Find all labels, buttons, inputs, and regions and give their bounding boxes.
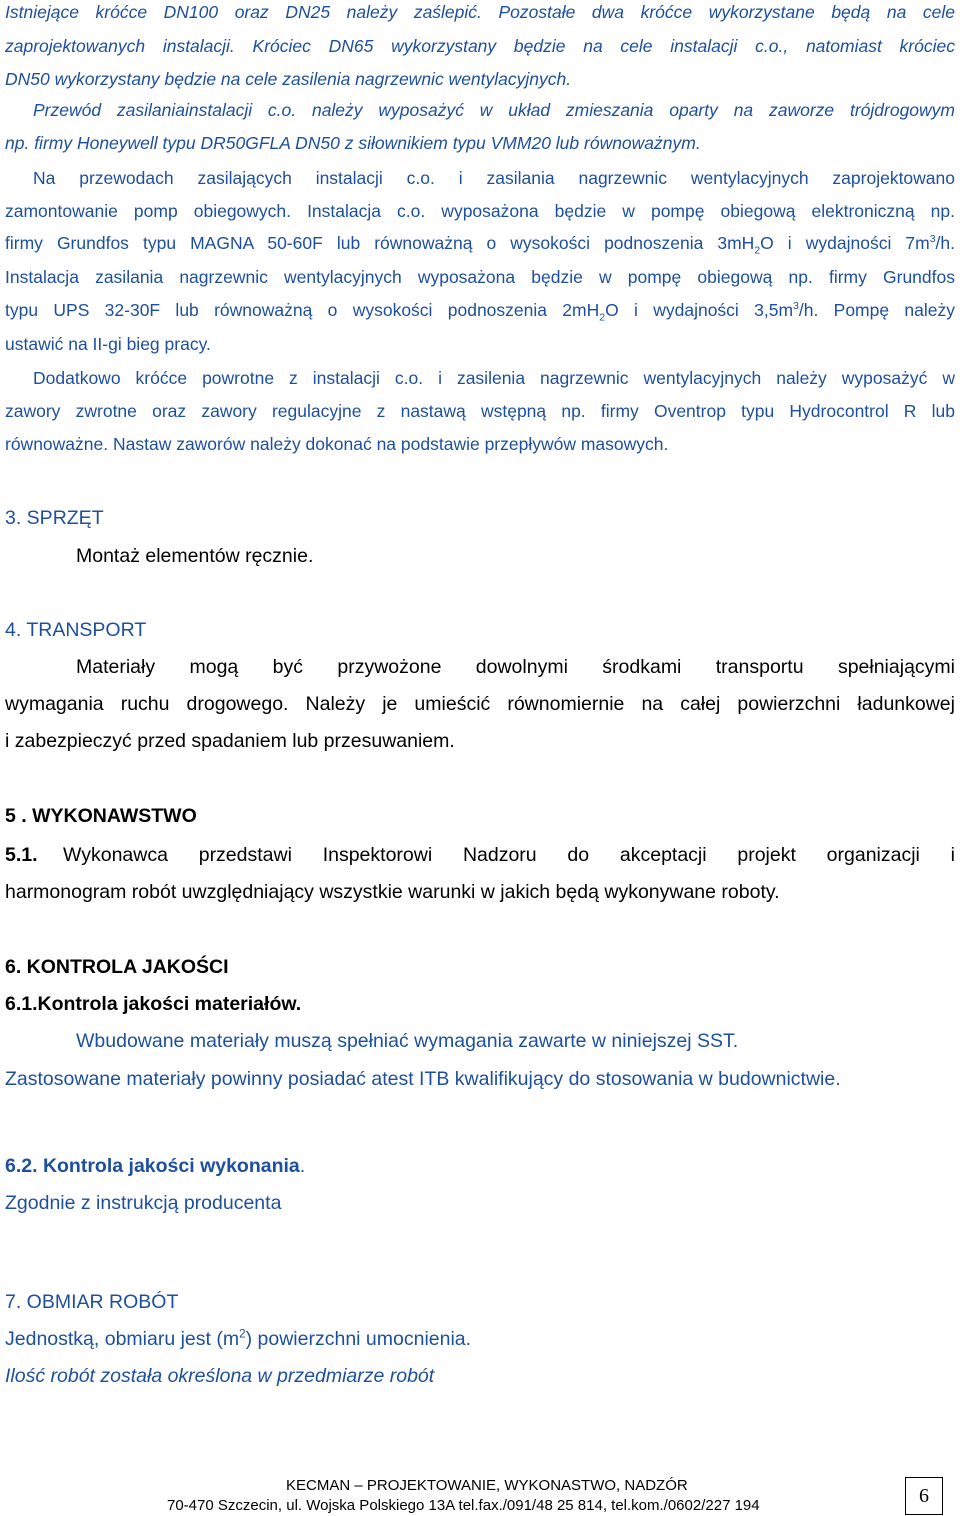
paragraph-3-line-3	[5, 231, 955, 255]
section-4-line-1: Materiały mogą być przywożone dowolnymi środkami transportu spełniającymi	[76, 656, 955, 678]
paragraph-3-line-4: Instalacja zasilania nagrzewnic wentylacyjnych wyposażona będzie w pompę obiegową np. firmy Grundfos	[5, 267, 955, 287]
section-6-2-title: 6.2. Kontrola jakości wykonania	[5, 1155, 300, 1177]
section-6-2-line-1: Zgodnie z instrukcją producenta	[5, 1192, 282, 1214]
p3-l3-a: firmy Grundfos typu MAGNA 50-60F lub równoważną o wysokości podnoszenia 3mH	[5, 233, 755, 253]
section-4-heading: 4. TRANSPORT	[5, 619, 147, 641]
footer-address: 70-470 Szczecin, ul. Wojska Polskiego 13A tel.fax./091/48 25 814, tel.kom./0602/227 194	[167, 1497, 760, 1514]
paragraph-1-line-1: Istniejące króćce DN100 oraz DN25 należy zaślepić. Pozostałe dwa króćce wykorzystane będą na cele	[5, 2, 955, 22]
p3-l5-sub: 2	[599, 311, 606, 324]
paragraph-2-line-2: np. firmy Honeywell typu DR50GFLA DN50 z siłownikiem typu VMM20 lub równoważnym.	[5, 133, 701, 153]
section-6-2-heading	[5, 1153, 955, 1179]
section-6-1-heading: 6.1.Kontrola jakości materiałów.	[5, 993, 302, 1015]
section-3-heading: 3. SPRZĘT	[5, 507, 104, 529]
paragraph-3-line-1: Na przewodach zasilających instalacji c.o. i zasilania nagrzewnic wentylacyjnych zaprojektowano	[33, 168, 955, 188]
paragraph-3-line-2: zamontowanie pomp obiegowych. Instalacja c.o. wyposażona będzie w pompę obiegową elektroniczną np.	[5, 201, 955, 221]
section-6-heading: 6. KONTROLA JAKOŚCI	[5, 956, 229, 978]
paragraph-3-line-6: ustawić na II-gi bieg pracy.	[5, 334, 211, 354]
paragraph-3-line-5	[5, 298, 955, 322]
paragraph-2-line-1: Przewód zasilaniainstalacji c.o. należy wyposażyć w układ zmieszania oparty na zaworze trójdrogowym	[33, 100, 955, 120]
page-number: 6	[905, 1477, 943, 1515]
section-7-line-1	[5, 1326, 955, 1352]
section-5-1-line-2: harmonogram robót uwzględniający wszystkie warunki w jakich będą wykonywane roboty.	[5, 881, 780, 903]
p3-l3-c: /h.	[935, 233, 955, 253]
paragraph-4-line-1: Dodatkowo króćce powrotne z instalacji c.o. i zasilenia nagrzewnic wentylacyjnych należy wyposażyć w	[33, 368, 955, 388]
section-5-1-text: Wykonawca przedstawi Inspektorowi Nadzoru do akceptacji projekt organizacji i	[63, 844, 955, 866]
p3-l5-sup: 3	[793, 300, 799, 313]
section-6-1-line-1: Wbudowane materiały muszą spełniać wymagania zawarte w niniejszej SST.	[76, 1030, 739, 1052]
s7-l1-sup: 2	[239, 1327, 246, 1341]
p3-l3-sup: 3	[929, 233, 936, 246]
section-7-heading: 7. OBMIAR ROBÓT	[5, 1291, 179, 1313]
paragraph-1-line-3: DN50 wykorzystany będzie na cele zasilenia nagrzewnic wentylacyjnych.	[5, 69, 572, 89]
p3-l5-b: O i wydajności 3,5m	[605, 300, 794, 320]
section-7-line-2: Ilość robót została określona w przedmiarze robót	[5, 1365, 435, 1387]
footer-company: KECMAN – PROJEKTOWANIE, WYKONASTWO, NADZÓR	[286, 1477, 688, 1494]
section-6-2-dot: .	[299, 1155, 306, 1177]
p3-l3-sub: 2	[754, 244, 761, 257]
p3-l3-b: O i wydajności 7m	[760, 233, 930, 253]
section-4-line-3: i zabezpieczyć przed spadaniem lub przesuwaniem.	[5, 730, 455, 752]
paragraph-1-line-2: zaprojektowanych instalacji. Króciec DN65 wykorzystany będzie na cele instalacji c.o., natomiast króciec	[5, 36, 955, 56]
section-3-text: Montaż elementów ręcznie.	[76, 545, 314, 567]
section-5-1-number: 5.1.	[5, 844, 38, 866]
s7-l1-a: Jednostką, obmiaru jest (m	[5, 1328, 240, 1350]
p3-l5-c: /h. Pompę należy	[798, 300, 955, 320]
s7-l1-b: ) powierzchni umocnienia.	[245, 1328, 472, 1350]
p3-l5-a: typu UPS 32-30F lub równoważną o wysokości podnoszenia 2mH	[5, 300, 600, 320]
paragraph-4-line-2: zawory zwrotne oraz zawory regulacyjne z nastawą wstępną np. firmy Oventrop typu Hydrocontrol R lub	[5, 401, 955, 421]
paragraph-4-line-3: równoważne. Nastaw zaworów należy dokonać na podstawie przepływów masowych.	[5, 434, 669, 454]
section-6-1-line-2: Zastosowane materiały powinny posiadać atest ITB kwalifikujący do stosowania w budownictwie.	[5, 1068, 841, 1090]
section-5-heading: 5 . WYKONAWSTWO	[5, 805, 197, 827]
section-4-line-2: wymagania ruchu drogowego. Należy je umieścić równomiernie na całej powierzchni ładunkowej	[5, 693, 955, 715]
